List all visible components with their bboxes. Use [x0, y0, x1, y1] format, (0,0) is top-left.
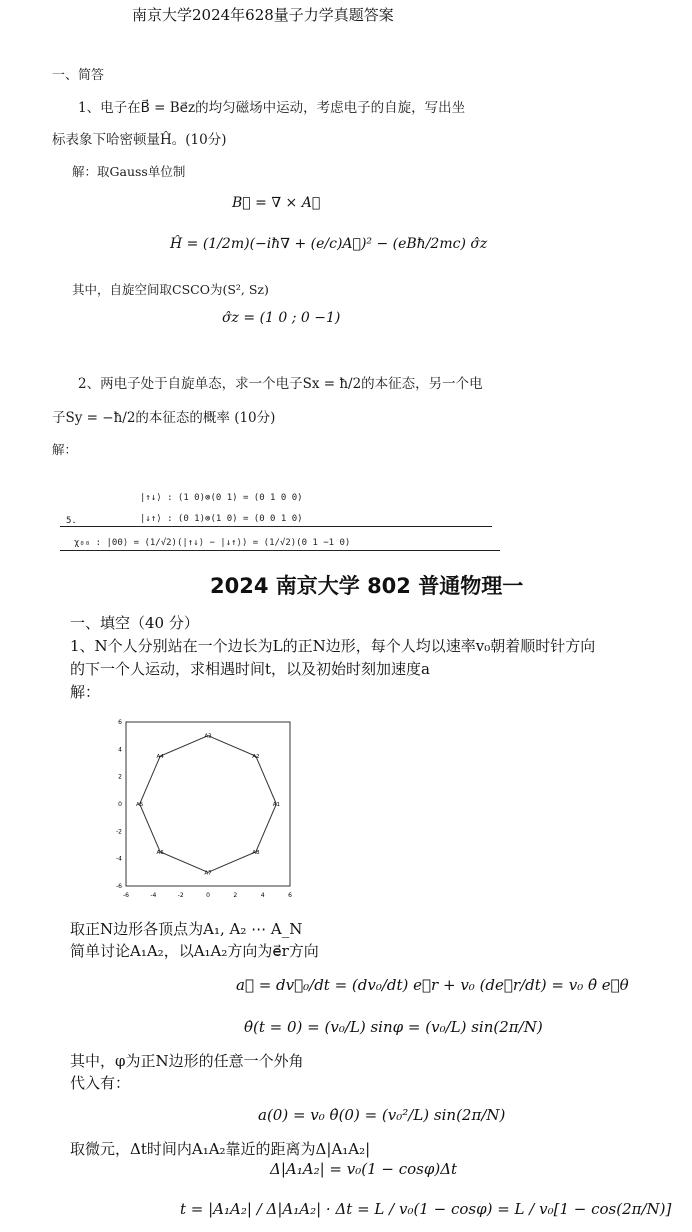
vertex-label: A5	[136, 802, 144, 808]
x-tick-label: 0	[206, 892, 210, 899]
text-exterior-angle: 其中，φ为正N边形的任意一个外角	[70, 1052, 304, 1070]
scribble-line-3: χ₀₀ : |00⟩ = (1/√2)(|↑↓⟩ − |↓↑⟩) = (1/√2)(0 1 −1 0)	[74, 538, 351, 548]
formula-meeting-time: t = |A₁A₂| / Δ|A₁A₂| · Δt = L / v₀(1 − cosφ) = L / v₀[1 − cos(2π/N)]	[180, 1200, 672, 1218]
y-tick-label: -2	[116, 828, 122, 836]
text-vertices: 取正N边形各顶点为A₁, A₂ ⋯ A_N	[70, 920, 303, 938]
formula-theta-dot: θ̇(t = 0) = (v₀/L) sinφ = (v₀/L) sin(2π/N)	[244, 1018, 543, 1036]
y-tick-label: -4	[116, 855, 122, 863]
y-tick-label: 2	[118, 773, 122, 781]
x-tick-label: -2	[177, 892, 184, 899]
solution-label-2: 解：	[52, 442, 78, 457]
x-tick-label: -6	[123, 892, 129, 899]
question-1-line-2: 标表象下哈密顿量Ĥ。(10分)	[52, 132, 227, 148]
problem-line-2: 的下一个人运动，求相遇时间t，以及初始时刻加速度a	[70, 660, 430, 678]
x-tick-label: 6	[288, 892, 292, 899]
y-tick-label: 4	[118, 746, 122, 754]
text-substitute: 代入有：	[70, 1074, 131, 1092]
question-1-line-1: 1、电子在B⃗ = Be⃗z的均匀磁场中运动，考虑电子的自旋，写出坐	[78, 100, 466, 116]
equation-hamiltonian: Ĥ = (1/2m)(−iħ∇ + (e/c)A⃗)² − (eBħ/2mc) σ̂z	[170, 236, 488, 252]
section-heading: 一、填空（40 分）	[70, 614, 199, 632]
x-tick-label: 2	[233, 892, 238, 899]
section-title: 2024 南京大学 802 普通物理一	[210, 574, 524, 598]
x-tick-label: 4	[260, 892, 265, 899]
ruled-line	[60, 526, 492, 527]
x-tick-label: -4	[150, 892, 157, 899]
solution-label: 解：取Gauss单位制	[72, 164, 186, 179]
y-tick-label: -6	[116, 883, 122, 890]
scribble-line-1: |↑↓⟩ : (1 0)⊗(0 1) = (0 1 0 0)	[140, 493, 303, 503]
equation-curl: B⃗ = ∇ × A⃗	[232, 195, 321, 211]
formula-distance-change: Δ|A₁A₂| = v₀(1 − cosφ)Δt	[270, 1160, 458, 1178]
y-tick-label: 0	[118, 801, 122, 808]
vertex-label: A2	[252, 754, 260, 761]
vertex-label: A3	[204, 733, 212, 740]
text-direction: 简单讨论A₁A₂，以A₁A₂方向为e⃗r方向	[70, 942, 319, 960]
page-title: 南京大学2024年628量子力学真题答案	[132, 6, 394, 24]
section-heading: 一、简答	[52, 68, 105, 83]
scribble-marker: 5.	[66, 516, 77, 526]
equation-sigma-z: σ̂z = (1 0 ; 0 −1)	[222, 310, 341, 326]
scribble-line-2: |↓↑⟩ : (0 1)⊗(1 0) = (0 0 1 0)	[140, 514, 303, 524]
vertex-label: A4	[156, 754, 164, 761]
vertex-label: A6	[156, 849, 164, 856]
solution-label: 解：	[70, 683, 101, 701]
text-differential: 取微元，Δt时间内A₁A₂靠近的距离为Δ|A₁A₂|	[70, 1140, 371, 1158]
vertex-label: A1	[272, 802, 280, 808]
vertex-label: A8	[252, 849, 260, 856]
formula-acceleration-vector: a⃗ = dv⃗₀/dt = (dv₀/dt) e⃗r + v₀ (de⃗r/dt) = v₀ θ̇ e⃗θ	[236, 976, 629, 994]
y-tick-label: 6	[118, 719, 122, 726]
question-2-line-2: 子Sy = −ħ/2的本征态的概率 (10分)	[52, 410, 276, 426]
csco-note: 其中，自旋空间取CSCO为(S², Sz)	[72, 282, 269, 297]
vertex-label: A7	[204, 870, 212, 877]
question-2-line-1: 2、两电子处于自旋单态，求一个电子Sx = ħ/2的本征态，另一个电	[78, 376, 483, 392]
problem-line-1: 1、N个人分别站在一个边长为L的正N边形，每个人均以速率v₀朝着顺时针方向	[70, 637, 596, 655]
formula-initial-acceleration: a(0) = v₀ θ̇(0) = (v₀²/L) sin(2π/N)	[258, 1106, 506, 1124]
ruled-line	[60, 550, 500, 551]
octagon-figure	[108, 716, 298, 900]
plot-frame	[126, 722, 290, 886]
